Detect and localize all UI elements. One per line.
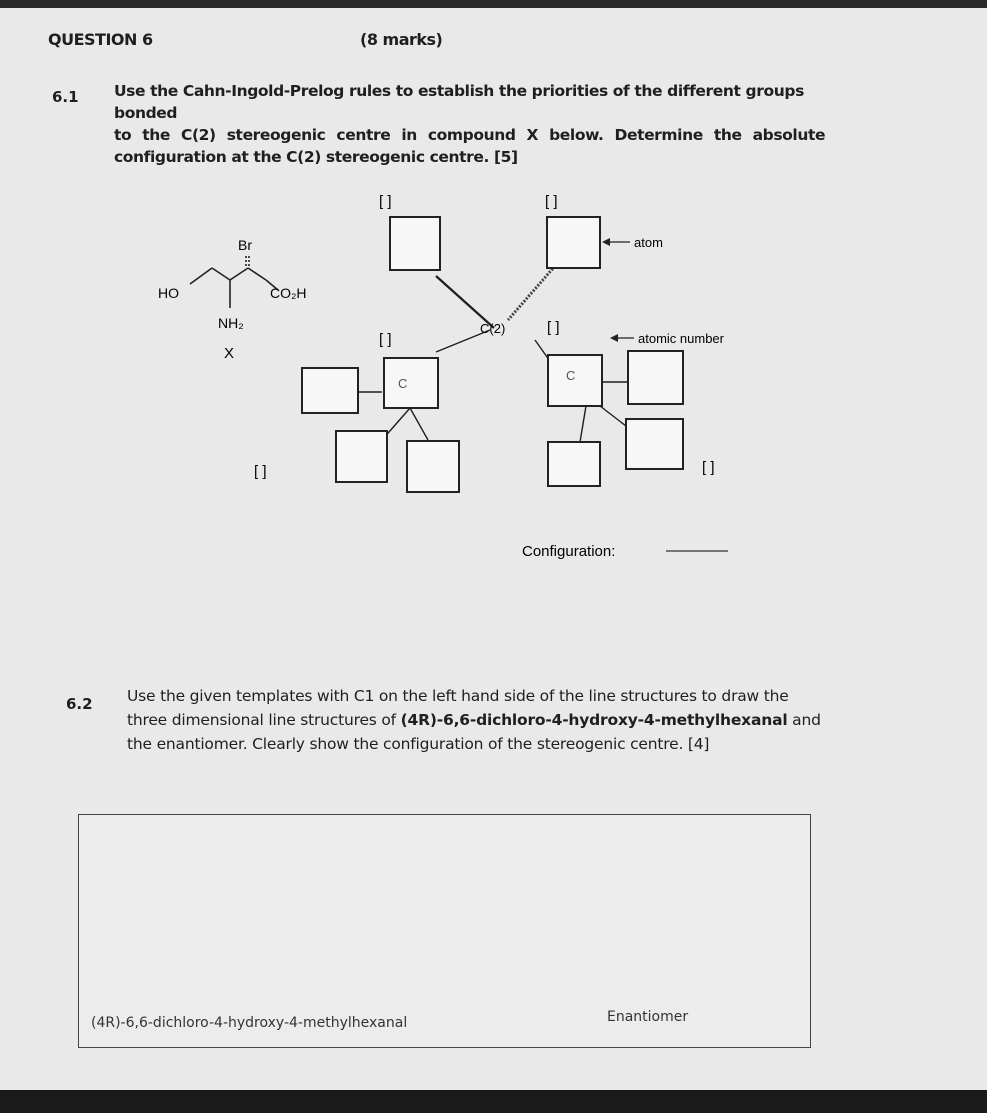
box-lower-right-2[interactable] bbox=[626, 419, 683, 469]
part-6-2-line-2-post: and bbox=[787, 711, 821, 729]
box-lower-left-1[interactable] bbox=[336, 431, 387, 482]
carboxyl-label: CO₂H bbox=[270, 285, 307, 301]
hydroxyl-label: HO bbox=[158, 285, 179, 301]
part-number-6-1: 6.1 bbox=[52, 88, 79, 106]
bracket-top-right: [ ] bbox=[545, 193, 558, 210]
question-marks: (8 marks) bbox=[360, 30, 443, 49]
part-6-1-line-3: configuration at the C(2) stereogenic centre. [5] bbox=[114, 148, 518, 166]
bracket-top-left: [ ] bbox=[379, 193, 392, 210]
bracket-bottom-right: [ ] bbox=[702, 459, 715, 476]
compound-label: X bbox=[224, 345, 235, 362]
part-6-2-line-2-pre: three dimensional line structures of bbox=[127, 711, 401, 729]
part-6-1-line-1: Use the Cahn-Ingold-Prelog rules to establish the priorities of the different groups bonded bbox=[114, 82, 804, 122]
box-left-substituent[interactable] bbox=[302, 368, 358, 413]
arrow-head-atom bbox=[602, 238, 610, 246]
box-lower-left-2[interactable] bbox=[407, 441, 459, 492]
carbon-left-label: C bbox=[398, 376, 408, 391]
question-title: QUESTION 6 bbox=[48, 30, 153, 49]
box-right-substituent[interactable] bbox=[628, 351, 683, 404]
configuration-label: Configuration: bbox=[522, 543, 616, 560]
box-top-left[interactable] bbox=[390, 217, 440, 270]
bracket-bottom-left: [ ] bbox=[254, 463, 267, 480]
priority-boxes bbox=[302, 217, 683, 492]
part-6-2-line-1: Use the given templates with C1 on the left hand side of the line structures to draw the bbox=[127, 687, 789, 705]
atomic-number-annotation: atomic number bbox=[638, 331, 724, 346]
bottom-edge bbox=[0, 1090, 987, 1113]
annotation-arrows bbox=[604, 242, 634, 338]
part-6-1-line-2: to the C(2) stereogenic centre in compound X below. Determine the absolute bbox=[114, 126, 826, 144]
box-carbon-left[interactable] bbox=[384, 358, 438, 408]
hashed-bond bbox=[508, 266, 555, 320]
c2-label: C(2) bbox=[480, 321, 506, 336]
part-6-2-line-2 bbox=[127, 708, 857, 732]
part-number-6-2: 6.2 bbox=[66, 695, 93, 713]
carbon-right-label: C bbox=[566, 368, 576, 383]
part-6-2-line-3: the enantiomer. Clearly show the configuration of the stereogenic centre. [4] bbox=[127, 735, 710, 753]
right-template-caption: Enantiomer bbox=[607, 1009, 689, 1025]
box-lower-right-1[interactable] bbox=[548, 442, 600, 486]
bromine-label: Br bbox=[238, 237, 252, 253]
arrow-head-atomic-number bbox=[610, 334, 618, 342]
part-6-2-compound-name: (4R)-6,6-dichloro-4-hydroxy-4-methylhexanal bbox=[400, 711, 788, 729]
bracket-mid-right: [ ] bbox=[547, 319, 560, 336]
bracket-mid-left: [ ] bbox=[379, 331, 392, 348]
left-template-caption: (4R)-6,6-dichloro-4-hydroxy-4-methylhexanal bbox=[91, 1015, 408, 1031]
part-6-2-instructions bbox=[127, 684, 857, 756]
compound-x-structure bbox=[190, 256, 278, 308]
amino-label: NH₂ bbox=[218, 315, 244, 331]
drawing-answer-box[interactable] bbox=[78, 814, 811, 1048]
atom-annotation: atom bbox=[634, 235, 663, 250]
box-top-right[interactable] bbox=[547, 217, 600, 268]
